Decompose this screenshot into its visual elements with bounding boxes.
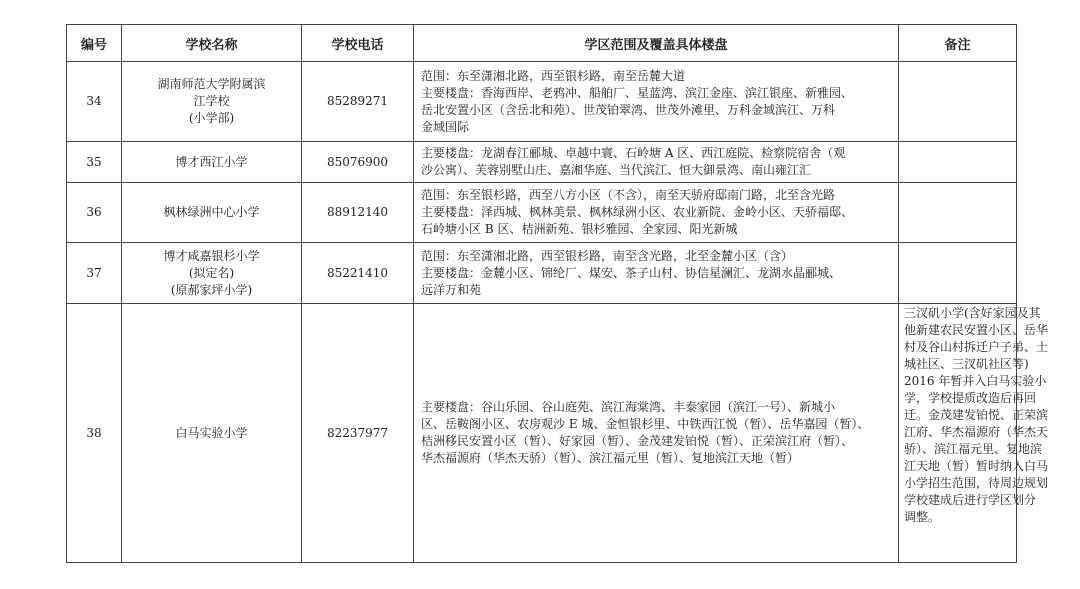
school-name-line: 博才西江小学 [175,154,248,169]
scope-line: 主要楼盘：龙湖春江郦城、卓越中寰、石岭塘 A 区、西江庭院、检察院宿舍（观 [421,146,846,160]
scope-line: 石岭塘小区 B 区、桔洲新苑、银杉雅园、全家园、阳光新城 [421,222,738,236]
remark-line: 小学招生范围，待周边规划 [904,476,1049,490]
district-scope [414,243,899,304]
district-scope [414,62,899,142]
school-name-line: 湖南师范大学附属滨 [157,77,266,91]
scope-line: 范围：东至银杉路，西至八方小区（不含），南至天骄府邸南门路，北至含光路 [421,188,836,202]
header-school-phone: 学校电话 [302,25,414,62]
scope-line: 范围：东至潇湘北路，西至银杉路，南至含光路，北至金麓小区（含） [421,248,794,263]
header-no: 编号 [67,25,122,62]
remark-line: 三汊矶小学(含好家园及其 [904,306,1041,320]
scope-line: 华杰福源府（华杰天骄）（暂）、滨江福元里（暂）、复地滨江天地（暂） [421,451,800,465]
school-name-line: (原郝家坪小学) [170,282,253,297]
district-scope [414,304,899,563]
school-name-line: 白马实验小学 [175,425,248,440]
school-district-table [66,24,1049,563]
school-phone: 85221410 [302,243,414,304]
table-row [67,62,1017,142]
header-district-scope: 学区范围及覆盖具体楼盘 [414,25,899,62]
school-name-line: 江学校 [193,94,230,108]
school-phone: 85289271 [302,62,414,142]
row-no: 36 [67,183,122,243]
row-no: 35 [67,142,122,183]
remark-line: 江天地（暂）暂时纳入白马 [904,459,1049,473]
district-scope [414,142,899,183]
school-phone: 88912140 [302,183,414,243]
remark-line: 城社区、三汊矶社区等) [904,357,1029,371]
remark-line: 他新建农民安置小区、岳华 [904,323,1049,337]
remarks [899,304,1049,563]
remark-line: 学，学校提质改造后再回 [904,391,1037,405]
school-phone: 85076900 [302,142,414,183]
remark-line: 学校建成后进行学区划分 [904,493,1037,507]
remark-line: 江府、华杰福源府（华杰天 [904,425,1049,439]
table-row [67,304,1017,563]
district-scope [414,183,899,243]
header-remarks: 备注 [899,25,1017,62]
remark-line: 骄）、滨江福元里、复地滨 [904,442,1043,456]
remark-line: 村及谷山村拆迁户子弟、土 [904,340,1049,354]
scope-line: 区、岳鞍阁小区、农房观沙 E 城、金恒银杉里、中铁西江悦（暂）、岳华嘉园（暂）、 [421,417,870,431]
school-name [122,142,302,183]
table-row [67,183,1017,243]
row-no: 38 [67,304,122,563]
header-school-name: 学校名称 [122,25,302,62]
scope-line: 沙公寓）、芙蓉别墅山庄、嘉湘华庭、当代滨江、恒大御景湾、南山雍江汇 [421,163,812,177]
table-row [67,142,1017,183]
scope-line: 远洋万和苑 [421,282,482,297]
school-name-line: 博才咸嘉银杉小学 [163,248,260,263]
row-no: 34 [67,62,122,142]
scope-line: 金域国际 [421,119,470,134]
school-name-line: (小学部) [188,111,235,125]
school-name [122,243,302,304]
scope-line: 主要楼盘：香海西岸、老鸦冲、船舶厂、星蓝湾、滨江金座、滨江银座、新雅园、 [421,85,854,100]
remarks [899,142,1017,183]
school-phone: 82237977 [302,304,414,563]
table-row [67,243,1017,304]
school-name [122,304,302,563]
header-row [67,25,1017,62]
school-name [122,183,302,243]
scope-line: 范围：东至潇湘北路，西至银杉路，南至岳麓大道 [421,68,686,83]
scope-line: 桔洲移民安置小区（暂）、好家园（暂）、金茂建发铂悦（暂）、正荣滨江府（暂）、 [421,434,854,448]
remarks [899,183,1017,243]
remark-line: 调整。 [904,510,941,524]
scope-line: 岳北安置小区（含岳北和苑）、世茂铂翠湾、世茂外滩里、万科金域滨江、万科 [421,102,836,117]
scope-line: 主要楼盘：谷山乐园、谷山庭苑、滨江海棠湾、丰泰家园（滨江一号）、新城小 [421,400,836,414]
row-no: 37 [67,243,122,304]
school-name-line: 枫林绿洲中心小学 [163,205,260,219]
school-name-line: (拟定名) [188,265,235,280]
school-name [122,62,302,142]
remark-line: 迁。金茂建发铂悦、正荣滨 [904,408,1049,422]
remarks [899,62,1017,142]
remarks [899,243,1017,304]
scope-line: 主要楼盘：金麓小区、锦纶厂、煤安、茶子山村、协信星澜汇、龙湖水晶郦城、 [421,265,842,280]
remark-line: 2016 年暂并入白马实验小 [904,374,1047,388]
scope-line: 主要楼盘：泽西城、枫林美景、枫林绿洲小区、农业新院、金岭小区、天骄福邸、 [421,205,854,219]
